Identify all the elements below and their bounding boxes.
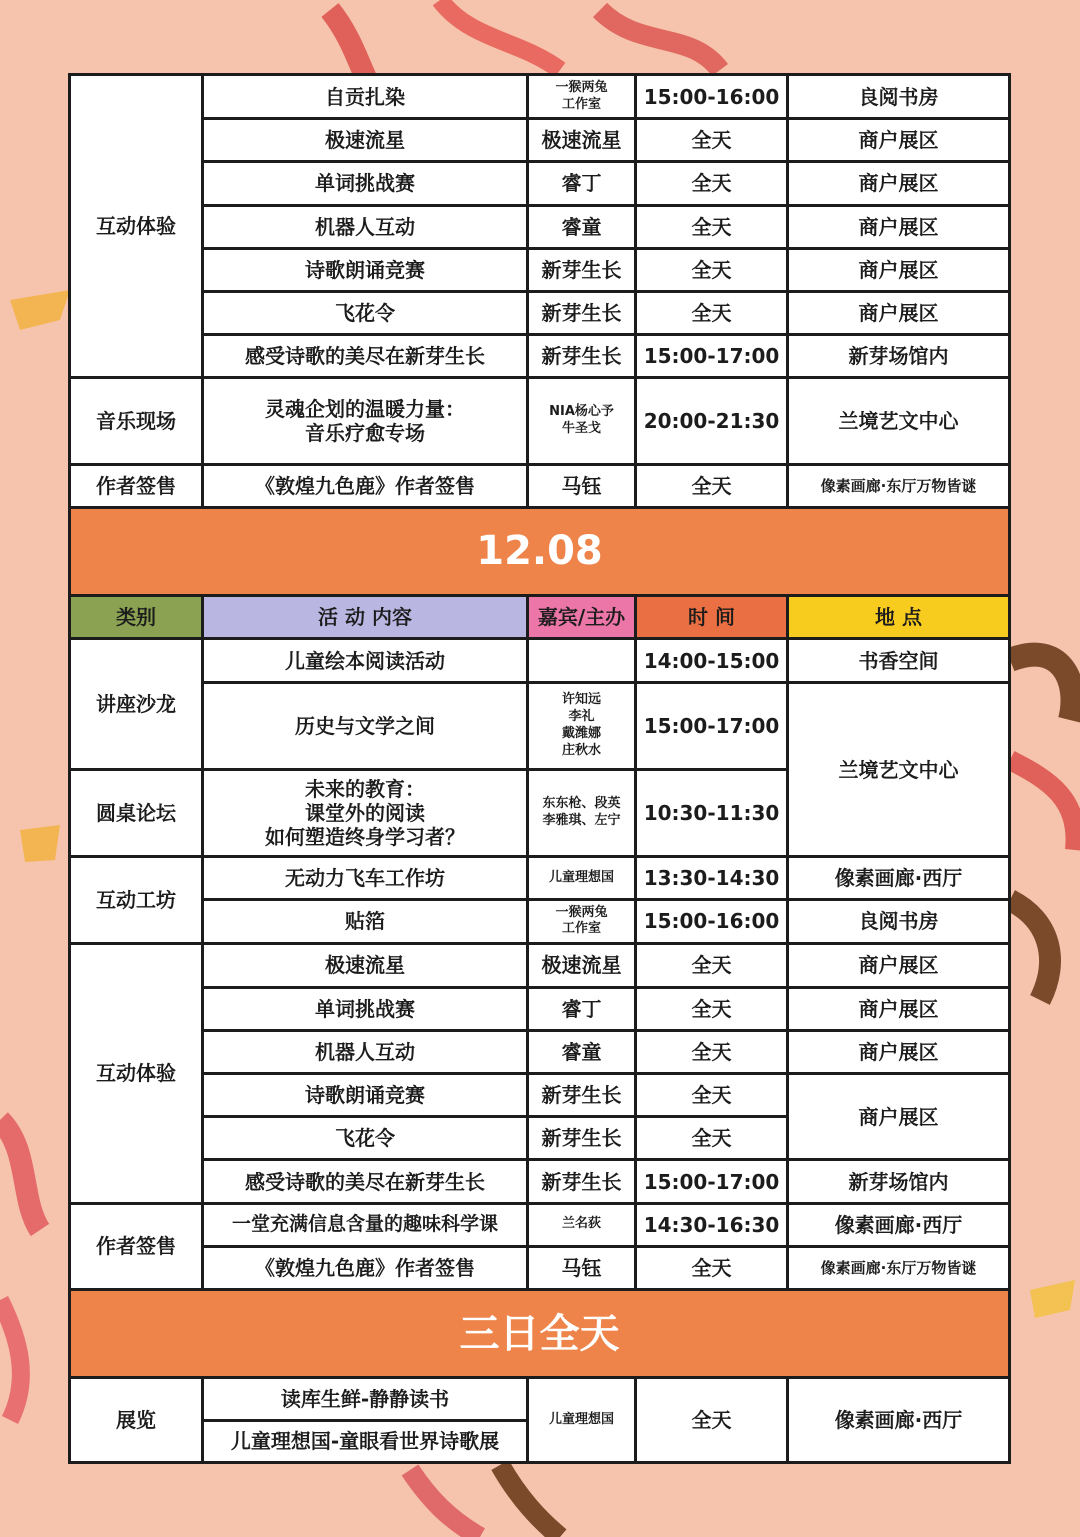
time-cell: 13:30-14:30 — [636, 857, 788, 900]
ribbon-decoration — [1010, 900, 1050, 1000]
time-cell: 全天 — [636, 1378, 788, 1463]
time-cell: 全天 — [636, 1246, 788, 1289]
host-cell: 一猴两兔 工作室 — [528, 900, 636, 943]
location-cell: 商户展区 — [788, 1074, 1010, 1160]
time-cell: 14:00-15:00 — [636, 639, 788, 683]
time-cell: 全天 — [636, 119, 788, 162]
header-content: 活 动 内容 — [203, 596, 528, 639]
host-cell: 马钰 — [528, 1246, 636, 1289]
allday-heading: 三日全天 — [70, 1289, 1010, 1377]
time-cell: 14:30-16:30 — [636, 1203, 788, 1246]
activity-cell: 极速流星 — [203, 943, 528, 987]
table-row — [70, 119, 1010, 162]
ribbon-decoration — [1010, 760, 1076, 850]
location-cell: 兰境艺文中心 — [788, 378, 1010, 464]
header-host: 嘉宾/主办 — [528, 596, 636, 639]
host-cell: 儿童理想国 — [528, 1378, 636, 1463]
date-band-row — [70, 507, 1010, 595]
host-cell: 睿童 — [528, 205, 636, 248]
time-cell: 全天 — [636, 162, 788, 205]
category-cell: 音乐现场 — [70, 378, 203, 464]
host-cell — [528, 639, 636, 683]
location-cell: 书香空间 — [788, 639, 1010, 683]
location-cell: 像素画廊·东厅万物皆谜 — [788, 464, 1010, 507]
schedule-table — [68, 73, 1011, 1464]
time-cell: 15:00-17:00 — [636, 1160, 788, 1203]
location-cell: 新芽场馆内 — [788, 1160, 1010, 1203]
location-cell: 良阅书房 — [788, 900, 1010, 943]
location-cell: 商户展区 — [788, 1030, 1010, 1073]
location-cell: 像素画廊·西厅 — [788, 1203, 1010, 1246]
location-cell: 商户展区 — [788, 987, 1010, 1030]
table-row — [70, 943, 1010, 987]
table-row — [70, 1378, 1010, 1420]
table-row — [70, 1160, 1010, 1203]
location-cell: 良阅书房 — [788, 75, 1010, 119]
location-cell: 商户展区 — [788, 162, 1010, 205]
allday-band-row — [70, 1289, 1010, 1377]
activity-cell: 感受诗歌的美尽在新芽生长 — [203, 1160, 528, 1203]
table-row — [70, 987, 1010, 1030]
ribbon-decoration — [0, 1300, 21, 1420]
host-cell: 睿丁 — [528, 162, 636, 205]
host-cell: 儿童理想国 — [528, 857, 636, 900]
table-row — [70, 291, 1010, 334]
host-cell: 马钰 — [528, 464, 636, 507]
activity-cell: 极速流星 — [203, 119, 528, 162]
table-row — [70, 162, 1010, 205]
ribbon-decoration — [10, 290, 70, 330]
host-cell: 睿童 — [528, 1030, 636, 1073]
category-cell: 圆桌论坛 — [70, 769, 203, 856]
table-row — [70, 464, 1010, 507]
ribbon-decoration — [410, 1470, 480, 1537]
location-cell: 商户展区 — [788, 205, 1010, 248]
category-cell: 互动体验 — [70, 943, 203, 1203]
activity-cell: 诗歌朗诵竞赛 — [203, 1074, 528, 1117]
category-cell: 讲座沙龙 — [70, 639, 203, 770]
activity-cell: 飞花令 — [203, 291, 528, 334]
activity-cell: 机器人互动 — [203, 205, 528, 248]
activity-cell: 诗歌朗诵竞赛 — [203, 248, 528, 291]
activity-cell: 儿童绘本阅读活动 — [203, 639, 528, 683]
time-cell: 10:30-11:30 — [636, 769, 788, 856]
time-cell: 20:00-21:30 — [636, 378, 788, 464]
host-cell: 东东枪、段英 李雅琪、左宁 — [528, 769, 636, 856]
time-cell: 全天 — [636, 464, 788, 507]
host-cell: 新芽生长 — [528, 1160, 636, 1203]
table-row — [70, 900, 1010, 943]
activity-cell: 灵魂企划的温暖力量： 音乐疗愈专场 — [203, 378, 528, 464]
host-cell: 新芽生长 — [528, 1074, 636, 1117]
activity-cell: 机器人互动 — [203, 1030, 528, 1073]
ribbon-decoration — [440, 0, 560, 70]
time-cell: 全天 — [636, 943, 788, 987]
activity-cell: 读库生鲜-静静读书 — [203, 1378, 528, 1420]
ribbon-decoration — [1010, 655, 1073, 720]
location-cell: 像素画廊·东厅万物皆谜 — [788, 1246, 1010, 1289]
location-cell: 像素画廊·西厅 — [788, 1378, 1010, 1463]
ribbon-decoration — [600, 10, 720, 70]
activity-cell: 《敦煌九色鹿》作者签售 — [203, 464, 528, 507]
host-cell: 新芽生长 — [528, 335, 636, 378]
location-cell: 商户展区 — [788, 291, 1010, 334]
header-category: 类别 — [70, 596, 203, 639]
table-row — [70, 639, 1010, 683]
location-cell: 商户展区 — [788, 943, 1010, 987]
location-cell: 兰境艺文中心 — [788, 683, 1010, 857]
activity-cell: 贴箔 — [203, 900, 528, 943]
table-row — [70, 1030, 1010, 1073]
activity-cell: 无动力飞车工作坊 — [203, 857, 528, 900]
time-cell: 全天 — [636, 248, 788, 291]
host-cell: 新芽生长 — [528, 291, 636, 334]
activity-cell: 感受诗歌的美尽在新芽生长 — [203, 335, 528, 378]
activity-cell: 自贡扎染 — [203, 75, 528, 119]
activity-cell: 飞花令 — [203, 1117, 528, 1160]
time-cell: 15:00-16:00 — [636, 900, 788, 943]
table-row — [70, 1246, 1010, 1289]
ribbon-decoration — [500, 1465, 560, 1537]
location-cell: 商户展区 — [788, 248, 1010, 291]
host-cell: NIA杨心予 牛圣戈 — [528, 378, 636, 464]
host-cell: 一猴两兔 工作室 — [528, 75, 636, 119]
table-row — [70, 1074, 1010, 1117]
activity-cell: 《敦煌九色鹿》作者签售 — [203, 1246, 528, 1289]
category-cell: 作者签售 — [70, 1203, 203, 1289]
table-row — [70, 1203, 1010, 1246]
host-cell: 许知远 李礼 戴潍娜 庄秋水 — [528, 683, 636, 769]
activity-cell: 历史与文学之间 — [203, 683, 528, 769]
ribbon-decoration — [1030, 1280, 1075, 1318]
table-row — [70, 683, 1010, 769]
table-row — [70, 378, 1010, 464]
table-row — [70, 205, 1010, 248]
time-cell: 15:00-17:00 — [636, 335, 788, 378]
activity-cell: 儿童理想国-童眼看世界诗歌展 — [203, 1420, 528, 1463]
table-row — [70, 335, 1010, 378]
activity-cell: 单词挑战赛 — [203, 987, 528, 1030]
activity-cell: 单词挑战赛 — [203, 162, 528, 205]
location-cell: 商户展区 — [788, 119, 1010, 162]
time-cell: 全天 — [636, 1030, 788, 1073]
activity-cell: 一堂充满信息含量的趣味科学课 — [203, 1203, 528, 1246]
time-cell: 全天 — [636, 1117, 788, 1160]
header-location: 地 点 — [788, 596, 1010, 639]
table-row — [70, 248, 1010, 291]
host-cell: 新芽生长 — [528, 1117, 636, 1160]
date-heading: 12.08 — [70, 507, 1010, 595]
time-cell: 全天 — [636, 1074, 788, 1117]
header-time: 时 间 — [636, 596, 788, 639]
host-cell: 新芽生长 — [528, 248, 636, 291]
time-cell: 15:00-17:00 — [636, 683, 788, 769]
host-cell: 极速流星 — [528, 943, 636, 987]
category-cell: 作者签售 — [70, 464, 203, 507]
time-cell: 全天 — [636, 205, 788, 248]
location-cell: 像素画廊·西厅 — [788, 857, 1010, 900]
category-cell: 展览 — [70, 1378, 203, 1463]
time-cell: 全天 — [636, 291, 788, 334]
ribbon-decoration — [0, 1120, 40, 1230]
activity-cell: 未来的教育： 课堂外的阅读 如何塑造终身学习者？ — [203, 769, 528, 856]
table-row — [70, 75, 1010, 119]
header-row — [70, 596, 1010, 639]
location-cell: 新芽场馆内 — [788, 335, 1010, 378]
category-cell: 互动工坊 — [70, 857, 203, 943]
time-cell: 全天 — [636, 987, 788, 1030]
category-cell: 互动体验 — [70, 75, 203, 378]
host-cell: 兰名荻 — [528, 1203, 636, 1246]
time-cell: 15:00-16:00 — [636, 75, 788, 119]
host-cell: 睿丁 — [528, 987, 636, 1030]
host-cell: 极速流星 — [528, 119, 636, 162]
table-row — [70, 857, 1010, 900]
ribbon-decoration — [20, 825, 60, 862]
